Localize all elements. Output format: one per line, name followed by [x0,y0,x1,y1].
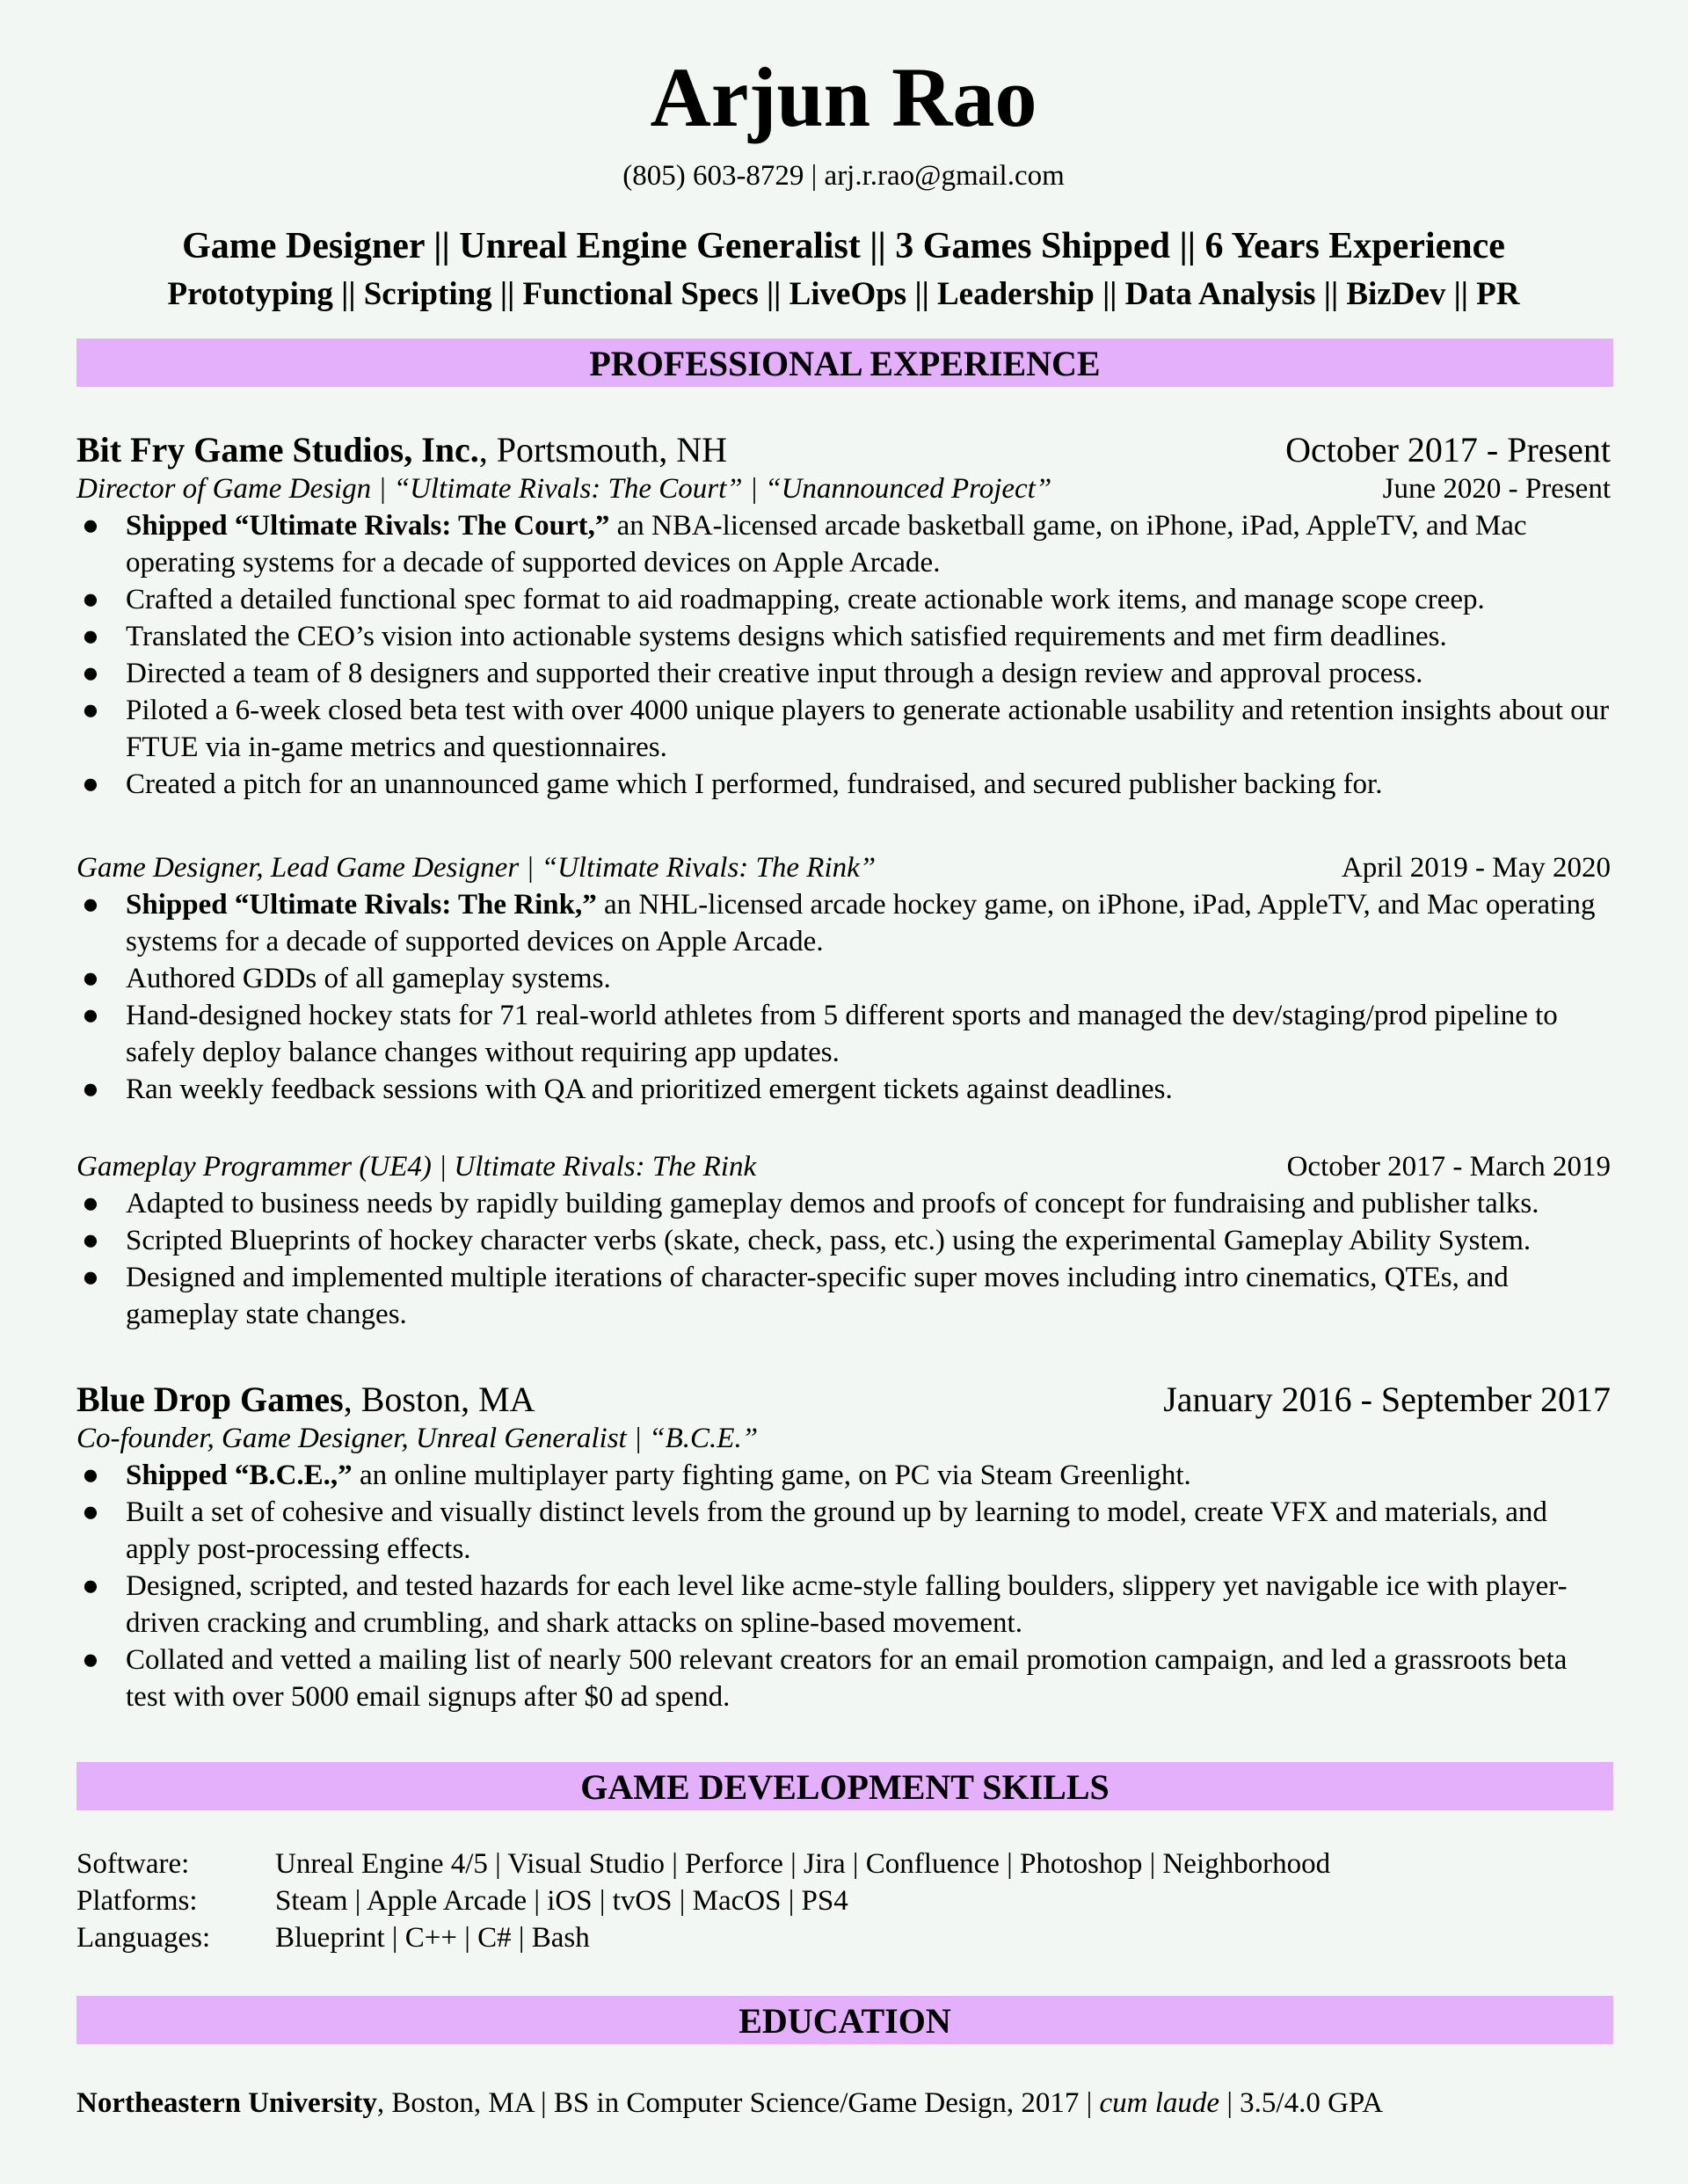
bullet-text: an NHL-licensed arcade hockey game, on iPhone, iPad, AppleTV, and Mac operating systems for a decade of supported devices on Apple Arcade. [126,889,1596,957]
role-row [76,1148,1611,1185]
job-block [76,430,1611,803]
role-title: Co-founder, Game Designer, Unreal Generalist | “B.C.E.” [76,1423,759,1454]
company-dates: October 2017 - Present [1285,430,1611,470]
bullet-list [76,1185,1611,1333]
job-block [76,1148,1611,1333]
bullet-item [76,1457,1611,1494]
education-details: , Boston, MA | BS in Computer Science/Game Design, 2017 | [376,2087,1100,2119]
bullet-icon: ● [82,584,99,615]
bullet-icon: ● [82,889,99,921]
bullet-item [76,766,1611,803]
company-row [76,1380,1611,1420]
bullet-icon: ● [82,510,99,542]
bullet-text: Created a pitch for an unannounced game which I performed, fundraised, and secured publisher backing for. [126,768,1383,800]
bullet-item [76,1185,1611,1222]
bullet-item [76,1259,1611,1333]
company-name: Bit Fry Game Studios, Inc. [76,430,479,470]
contact-info: (805) 603-8729 | arj.r.rao@gmail.com [622,160,1065,192]
bullet-text: Directed a team of 8 designers and supported their creative input through a design review and approval process. [126,658,1423,689]
bullet-item [76,655,1611,692]
bullet-text: Ran weekly feedback sessions with QA and prioritized emergent tickets against deadlines. [126,1074,1173,1105]
bullet-icon: ● [82,695,99,726]
skill-row [76,1882,1611,1919]
bullet-text: Designed and implemented multiple iterations of character-specific super moves including intro cinematics, QTEs, and gameplay state changes. [126,1262,1509,1330]
bullet-icon: ● [82,1570,99,1602]
bullet-icon: ● [82,1644,99,1676]
company-location: , Boston, MA [343,1380,535,1419]
bullet-item [76,692,1611,766]
role-title: Game Designer, Lead Game Designer | “Ultimate Rivals: The Rink” [76,852,877,884]
company-dates: January 2016 - September 2017 [1163,1380,1611,1419]
skill-row [76,1919,1611,1956]
role-dates: June 2020 - Present [1382,473,1611,505]
bullet-text: Designed, scripted, and tested hazards for each level like acme-style falling boulders, slippery yet navigable ice with player-driven cracking and crumbling, and shark attacks on spline-based movement. [126,1570,1568,1639]
bullet-text: Authored GDDs of all gameplay systems. [126,963,611,994]
role-title: Director of Game Design | “Ultimate Rivals: The Court” | “Unannounced Project” [76,473,1052,505]
role-title: Gameplay Programmer (UE4) | Ultimate Rivals: The Rink [76,1151,757,1183]
bullet-item [76,618,1611,655]
bullet-highlight: Shipped “Ultimate Rivals: The Rink,” [126,889,597,921]
company-line [76,1380,535,1420]
bullet-item [76,997,1611,1071]
bullet-icon: ● [82,1262,99,1293]
skill-value: Blueprint | C++ | C# | Bash [275,1922,590,1954]
education-honors: cum laude [1099,2087,1220,2119]
bullet-list [76,886,1611,1108]
bullet-item [76,1568,1611,1642]
skill-value: Steam | Apple Arcade | iOS | tvOS | MacOS | PS4 [275,1885,848,1917]
skill-value: Unreal Engine 4/5 | Visual Studio | Perforce | Jira | Confluence | Photoshop | Neighborhood [275,1848,1331,1880]
bullet-list [76,1457,1611,1715]
bullet-item [76,886,1611,960]
skills-headline: Prototyping || Scripting || Functional Specs || LiveOps || Leadership || Data Analysis || BizDev || PR [167,276,1520,312]
bullet-text: Built a set of cohesive and visually distinct levels from the ground up by learning to model, create VFX and materials, and apply post-processing effects. [126,1496,1547,1565]
job-block [76,849,1611,1108]
bullet-item [76,1222,1611,1259]
bullet-icon: ● [82,1074,99,1105]
bullet-icon: ● [82,1188,99,1219]
company-line [76,430,727,470]
bullet-highlight: Shipped “B.C.E.,” [126,1460,353,1491]
section-header-experience: PROFESSIONAL EXPERIENCE [76,339,1613,387]
bullet-text: Translated the CEO’s vision into actionable systems designs which satisfied requirements and met firm deadlines. [126,621,1447,652]
company-name: Blue Drop Games [76,1380,344,1419]
bullet-icon: ● [82,1460,99,1491]
bullet-text: Adapted to business needs by rapidly building gameplay demos and proofs of concept for fundraising and publisher talks. [126,1188,1539,1219]
skill-label: Languages: [76,1922,211,1954]
bullet-item [76,1071,1611,1108]
bullet-text: an NBA-licensed arcade basketball game, on iPhone, iPad, AppleTV, and Mac operating systems for a decade of supported devices on Apple Arcade. [126,510,1527,579]
role-row [76,1420,1611,1457]
bullet-item [76,1494,1611,1568]
bullet-text: an online multiplayer party fighting game, on PC via Steam Greenlight. [352,1460,1191,1491]
bullet-icon: ● [82,621,99,652]
bullet-icon: ● [82,1496,99,1528]
role-dates: October 2017 - March 2019 [1286,1151,1611,1183]
skill-label: Software: [76,1848,190,1880]
bullet-text: Crafted a detailed functional spec format to aid roadmapping, create actionable work items, and manage scope creep. [126,584,1485,615]
bullet-text: Collated and vetted a mailing list of nearly 500 relevant creators for an email promotion campaign, and led a grassroots beta test with over 5000 email signups after $0 ad spend. [126,1644,1568,1713]
bullet-text: Piloted a 6-week closed beta test with over 4000 unique players to generate actionable usability and retention insights about our FTUE via in-game metrics and questionnaires. [126,695,1610,763]
job-block [76,1380,1611,1715]
section-header-skills: GAME DEVELOPMENT SKILLS [76,1762,1613,1810]
education-entry [76,2085,1611,2122]
bullet-icon: ● [82,1000,99,1031]
candidate-name: Arjun Rao [650,50,1037,144]
skill-label: Platforms: [76,1885,198,1917]
skill-row [76,1845,1611,1882]
school-name: Northeastern University [76,2087,377,2119]
headline: Game Designer || Unreal Engine Generalist || 3 Games Shipped || 6 Years Experience [182,226,1505,266]
bullet-list [76,507,1611,803]
bullet-item [76,581,1611,618]
role-dates: April 2019 - May 2020 [1341,852,1611,884]
bullet-icon: ● [82,658,99,689]
role-row [76,849,1611,886]
education-gpa: | 3.5/4.0 GPA [1219,2087,1384,2119]
bullet-item [76,507,1611,581]
bullet-item [76,960,1611,997]
bullet-text: Hand-designed hockey stats for 71 real-world athletes from 5 different sports and managed the dev/staging/prod pipeline to safely deploy balance changes without requiring app updates. [126,1000,1558,1068]
company-row [76,430,1611,470]
company-location: , Portsmouth, NH [478,430,728,470]
bullet-icon: ● [82,1225,99,1256]
bullet-text: Scripted Blueprints of hockey character verbs (skate, check, pass, etc.) using the experimental Gameplay Ability System. [126,1225,1532,1256]
bullet-item [76,1642,1611,1715]
skills-list [76,1845,1611,1956]
section-header-education: EDUCATION [76,1996,1613,2044]
bullet-highlight: Shipped “Ultimate Rivals: The Court,” [126,510,610,542]
bullet-icon: ● [82,963,99,994]
role-row [76,470,1611,507]
bullet-icon: ● [82,768,99,800]
